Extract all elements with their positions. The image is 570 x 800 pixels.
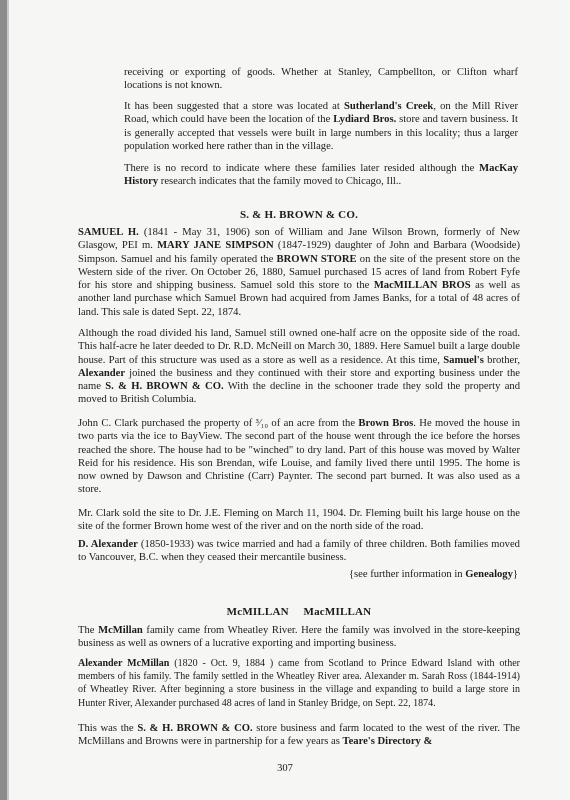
brown-paragraph-1: SAMUEL H. (1841 - May 31, 1906) son of William and Jane Wilson Brown, formerly of New Glasgow, PEI m. MARY JANE SIMPSON (1847-1929) daughter of John and Barbara (Woodside) Simpson. Samuel and his family operated the BROWN STORE on the site of the present store on the Western side of the river. On October 26, 1880, Samuel purchased 15 acres of land from Robert Fyfe for his store and shipping business. Samuel sold this store to the MacMILLAN BROS as well as another land purchase which Samuel Brown had acquired from James Banks, for a total of 48 acres of land. This sale is dated Sept. 22, 1874. [78, 227, 520, 318]
mcmillan-paragraph-3: This was the S. & H. BROWN & CO. store business and farm located to the west of the river. The McMillans and Browns were in partnership for a few years as Teare's Directory & [78, 723, 520, 748]
section-heading-brown: S. & H. BROWN & CO. [239, 209, 359, 221]
genealogy-note: {see further information in Genealogy} [348, 569, 518, 580]
brown-paragraph-3: John C. Clark purchased the property of ³⁄₁₀ of an acre from the Brown Bros. He moved the house in two parts via the ice to BayView. The second part of the house went through the ice before the horses reached the shore. The house had to be "winched" to dry land. Part of this house was moved by Walter Reid for his residence. His son Brendan, wife Louise, and family lived there until 1995. The home is now owned by Dawson and Christine (Carr) Paynter. The second part burned. It was also used as a store. [78, 418, 520, 496]
brown-paragraph-2: Although the road divided his land, Samuel still owned one-half acre on the opposite side of the road. This half-acre he later deeded to Dr. R.D. McNeill on March 30, 1889. Here Samuel built a large double house. Part of this structure was used as a store as well as a residence. At this time, Samuel's brother, Alexander joined the business and they continued with their store and exporting business under the name S. & H. BROWN & CO. With the decline in the schooner trade they sold the property and moved to British Columbia. [78, 328, 521, 406]
binding-edge [0, 0, 7, 800]
section-heading-mcmillan: McMILLAN MacMILLAN [226, 606, 372, 618]
brown-paragraph-5: D. Alexander (1850-1933) was twice married and had a family of three children. Both families moved to Vancouver, B.C. when they ceased their mercantile business. [78, 539, 520, 564]
intro-paragraph-1: receiving or exporting of goods. Whether at Stanley, Campbellton, or Clifton wharf locations is not known. [124, 67, 518, 92]
intro-paragraph-3: There is no record to indicate where these families later resided although the MacKay History research indicates that the family moved to Chicago, Ill.. [124, 163, 518, 188]
mcmillan-paragraph-1: The McMillan family came from Wheatley River. Here the family was involved in the store-keeping business as well as owners of a lucrative exporting and importing business. [78, 625, 520, 650]
page-number: 307 [277, 763, 293, 774]
mcmillan-paragraph-2: Alexander McMillan (1820 - Oct. 9, 1884 ) came from Scotland to Prince Edward Island with other members of his family. The family settled in the Wheatley River area. Alexander m. Sarah Ross (1844-1914) of Wheatley River. After beginning a store business in the village and expanding to build a large store in Hunter River, Alexander purchased 48 acres of land in Stanley Bridge, on Sept. 22, 1874. [78, 658, 520, 709]
brown-paragraph-4: Mr. Clark sold the site to Dr. J.E. Fleming on March 11, 1904. Dr. Fleming built his large house on the site of the former Brown home west of the river and on the north side of the road. [78, 508, 520, 533]
intro-paragraph-2: It has been suggested that a store was located at Sutherland's Creek, on the Mill River Road, which could have been the location of the Lydiard Bros. store and tavern business. It is generally accepted that vessels were built in large numbers in this locality; thus a larger population worked here rather than in the village. [124, 101, 518, 152]
